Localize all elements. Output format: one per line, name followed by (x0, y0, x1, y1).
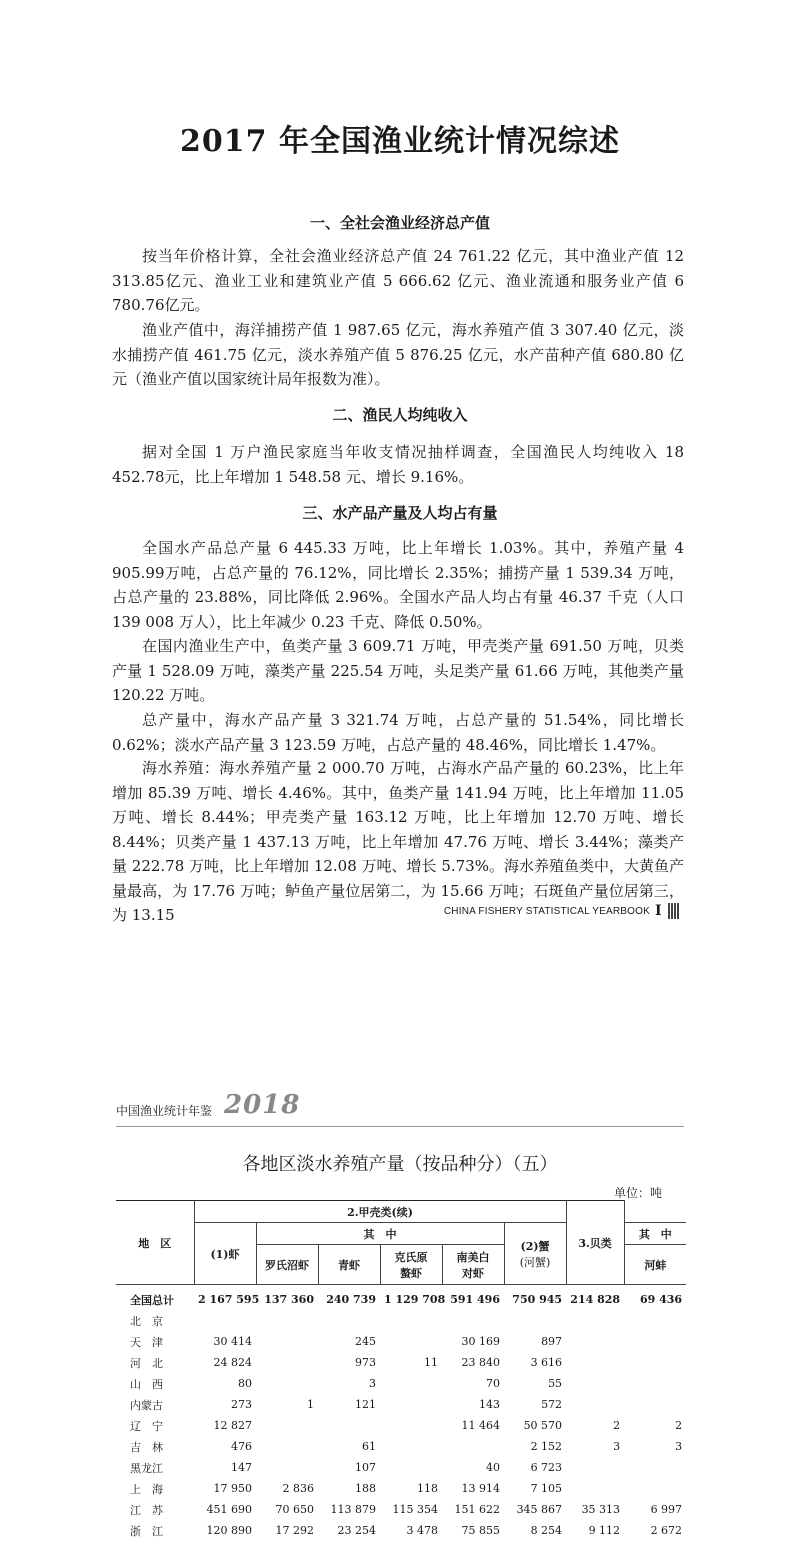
table-unit: 单位：吨 (614, 1186, 663, 1200)
cell-rosenberg (256, 1436, 318, 1457)
section-heading-2: 二、渔民人均纯收入 (332, 406, 468, 424)
cell-shrimp: 80 (238, 1377, 252, 1390)
table-row (116, 1457, 686, 1478)
cell-mussel: 69 436 (624, 1285, 686, 1311)
cell-whiteleg: 30 169 (461, 1335, 500, 1348)
cell-shellfish (566, 1310, 624, 1331)
cell-shrimp: 476 (231, 1440, 252, 1453)
cell-region: 河 北 (130, 1356, 163, 1370)
header-green-shrimp: 青虾 (318, 1245, 380, 1285)
cell-shrimp: 17 950 (213, 1482, 252, 1495)
cell-whiteleg: 40 (486, 1461, 500, 1474)
table-row-total (116, 1285, 686, 1311)
cell-shellfish: 35 313 (581, 1503, 621, 1516)
cell-shellfish: 3 (613, 1440, 621, 1453)
cell-rosenberg: 70 650 (275, 1503, 314, 1516)
cell-green: 107 (355, 1461, 376, 1474)
cell-green (318, 1310, 380, 1331)
header-of-which-2: 其 中 (624, 1223, 686, 1245)
paragraph-s2-p1: 据对全国 1 万户渔民家庭当年收支情况抽样调查，全国渔民人均纯收入 18 452.78元，比上年增加 1 548.58 元、增长 9.16%。 (112, 443, 684, 486)
header-crab-line2: (河蟹) (519, 1255, 551, 1269)
cell-rosenberg: 1 (307, 1398, 314, 1411)
paragraph-s3-p4: 海水养殖：海水养殖产量 2 000.70 万吨，占海水产品产量的 60.23%，比上年增加 85.39 万吨、增长 4.46%。其中，鱼类产量 141.94 万吨，比上年增加 11.05 万吨、增长 8.44%；甲壳类产量 163.12 万吨，比上年增加 12.70 万吨、增长8.44%；贝类产量 1 437.13 万吨，比上年增加 47.76 万吨、增长 3.44%；藻类产量 222.78 万吨，比上年增加 12.08 万吨、增长 5.73%。海水养殖鱼类中，大黄鱼产量最高，为 17.76 万吨；鲈鱼产量位居第二，为 15.66 万吨；石斑鱼产量位居第三，为 13.15 (112, 759, 684, 924)
cell-crab: 50 570 (523, 1419, 563, 1432)
table-title: 各地区淡水养殖产量（按品种分）（五） (242, 1154, 558, 1175)
header-whiteleg (442, 1245, 504, 1285)
document-title: 2017 年全国渔业统计情况综述 (180, 124, 620, 159)
cell-crayfish (380, 1415, 442, 1436)
cell-crab: 3 616 (530, 1356, 563, 1369)
paragraph-s1-p1: 按当年价格计算，全社会渔业经济总产值 24 761.22 亿元，其中渔业产值 12 313.85亿元、渔业工业和建筑业产值 5 666.62 亿元、渔业流通和服务业产值 6 780.76亿元。 (112, 247, 684, 314)
cell-shellfish: 9 112 (588, 1524, 621, 1537)
cell-rosenberg (256, 1310, 318, 1331)
header-crab (504, 1223, 566, 1285)
footer-bar-ornament (668, 903, 680, 919)
running-footer: CHINA FISHERY STATISTICAL YEARBOOK (443, 906, 650, 917)
cell-green: 121 (355, 1398, 376, 1411)
cell-region: 辽 宁 (130, 1419, 163, 1433)
section-heading-1: 一、全社会渔业经济总产值 (309, 214, 490, 232)
cell-region: 吉 林 (130, 1440, 163, 1454)
header-whiteleg-line2: 对虾 (462, 1266, 484, 1280)
table-row (116, 1499, 686, 1520)
production-table (116, 1200, 686, 1541)
cell-crayfish: 1 129 708 (380, 1285, 442, 1311)
header-book-title: 中国渔业统计年鉴 (116, 1104, 213, 1118)
cell-shellfish (566, 1394, 624, 1415)
cell-mussel (624, 1352, 686, 1373)
page-two (0, 1080, 800, 1546)
cell-crab: 55 (548, 1377, 563, 1390)
cell-shrimp: 451 690 (206, 1503, 252, 1516)
cell-crab: 8 254 (530, 1524, 563, 1537)
page-number: I (655, 903, 662, 919)
cell-green: 61 (362, 1440, 376, 1453)
header-whiteleg-line1: 南美白 (456, 1250, 490, 1264)
cell-region: 浙 江 (130, 1524, 163, 1538)
cell-region: 全国总计 (116, 1285, 194, 1311)
cell-shellfish (566, 1457, 624, 1478)
cell-shellfish: 2 (613, 1419, 621, 1432)
table-row (116, 1331, 686, 1352)
cell-rosenberg (256, 1331, 318, 1352)
cell-whiteleg: 11 464 (461, 1419, 500, 1432)
cell-shrimp: 147 (231, 1461, 252, 1474)
cell-shellfish (566, 1352, 624, 1373)
cell-region: 内蒙古 (130, 1398, 163, 1412)
cell-region: 上 海 (130, 1482, 163, 1496)
cell-crab: 750 945 (504, 1285, 566, 1311)
cell-whiteleg: 75 855 (461, 1524, 500, 1537)
section-heading-3: 三、水产品产量及人均占有量 (302, 504, 498, 522)
cell-mussel: 6 997 (650, 1503, 683, 1516)
cell-mussel: 2 (675, 1419, 683, 1432)
cell-shrimp: 12 827 (213, 1419, 252, 1432)
cell-green: 245 (355, 1335, 376, 1348)
paragraph-s3-p2: 在国内渔业生产中，鱼类产量 3 609.71 万吨，甲壳类产量 691.50 万吨，贝类产量 1 528.09 万吨，藻类产量 225.54 万吨，头足类产量 61.66 万吨，其他类产量 120.22 万吨。 (112, 637, 684, 704)
table-row (116, 1415, 686, 1436)
header-crab-line1: (2)蟹 (520, 1239, 550, 1253)
cell-crab: 2 152 (530, 1440, 563, 1453)
paragraph-s1-p2: 渔业产值中，海洋捕捞产值 1 987.65 亿元，海水养殖产值 3 307.40 亿元，淡水捕捞产值 461.75 亿元，淡水养殖产值 5 876.25 亿元，水产苗种产值 680.80 亿元（渔业产值以国家统计局年报数为准）。 (112, 321, 684, 388)
cell-crab: 345 867 (516, 1503, 563, 1516)
header-mussel: 河蚌 (624, 1245, 686, 1285)
cell-mussel (624, 1310, 686, 1331)
cell-green: 973 (355, 1356, 376, 1369)
cell-crab (504, 1310, 566, 1331)
cell-crab: 7 105 (530, 1482, 563, 1495)
cell-shrimp: 2 167 595 (194, 1285, 256, 1311)
cell-whiteleg: 70 (486, 1377, 500, 1390)
cell-rosenberg (256, 1457, 318, 1478)
cell-whiteleg: 591 496 (442, 1285, 504, 1311)
header-crayfish-line2: 螯虾 (400, 1266, 422, 1280)
cell-green (318, 1415, 380, 1436)
cell-shellfish (566, 1373, 624, 1394)
cell-mussel: 2 672 (650, 1524, 683, 1537)
cell-whiteleg: 23 840 (461, 1356, 500, 1369)
table-row (116, 1352, 686, 1373)
cell-crab: 572 (541, 1398, 563, 1411)
table-row (116, 1520, 686, 1541)
header-of-which: 其 中 (256, 1223, 504, 1245)
cell-shrimp: 273 (231, 1398, 252, 1411)
paragraph-s3-p1: 全国水产品总产量 6 445.33 万吨，比上年增长 1.03%。其中，养殖产量 4 905.99万吨，占总产量的 76.12%，同比增长 2.35%；捕捞产量 1 539.34 万吨，占总产量的 23.88%，同比降低 2.96%。全国水产品人均占有量 46.37 千克（人口 139 008 万人），比上年减少 0.23 千克、降低 0.50%。 (112, 539, 684, 631)
cell-crayfish (380, 1310, 442, 1331)
cell-green: 188 (355, 1482, 376, 1495)
cell-shellfish (566, 1478, 624, 1499)
cell-crayfish (380, 1394, 442, 1415)
header-crayfish (380, 1245, 442, 1285)
cell-region: 山 西 (130, 1377, 163, 1391)
header-crayfish-line1: 克氏原 (394, 1250, 428, 1264)
cell-rosenberg: 17 292 (275, 1524, 314, 1537)
table-row (116, 1478, 686, 1499)
cell-mussel: 3 (675, 1440, 683, 1453)
cell-green: 240 739 (318, 1285, 380, 1311)
cell-region: 黑龙江 (130, 1461, 163, 1475)
cell-mussel (624, 1373, 686, 1394)
header-shellfish: 3.贝类 (566, 1201, 624, 1285)
cell-crayfish: 11 (424, 1356, 438, 1369)
header-rule (116, 1126, 684, 1127)
cell-rosenberg (256, 1415, 318, 1436)
cell-whiteleg (442, 1436, 504, 1457)
cell-crayfish: 115 354 (392, 1503, 438, 1516)
cell-crab: 6 723 (530, 1461, 563, 1474)
cell-crayfish (380, 1436, 442, 1457)
cell-region: 天 津 (130, 1335, 163, 1349)
cell-rosenberg (256, 1373, 318, 1394)
cell-shrimp: 120 890 (206, 1524, 252, 1537)
cell-mussel (624, 1331, 686, 1352)
cell-crayfish (380, 1373, 442, 1394)
cell-mussel (624, 1478, 686, 1499)
cell-crayfish: 3 478 (406, 1524, 438, 1537)
cell-whiteleg (442, 1310, 504, 1331)
cell-crab: 897 (541, 1335, 563, 1348)
cell-crayfish (380, 1331, 442, 1352)
cell-whiteleg: 143 (479, 1398, 500, 1411)
cell-whiteleg: 151 622 (454, 1503, 500, 1516)
cell-shrimp: 24 824 (213, 1356, 252, 1369)
table-body (116, 1285, 686, 1542)
cell-rosenberg: 2 836 (282, 1482, 314, 1495)
cell-region: 江 苏 (130, 1503, 163, 1517)
cell-rosenberg (256, 1352, 318, 1373)
header-region: 地 区 (116, 1201, 194, 1285)
cell-shrimp: 30 414 (213, 1335, 252, 1348)
cell-crayfish (380, 1457, 442, 1478)
table-row (116, 1373, 686, 1394)
cell-shellfish (566, 1331, 624, 1352)
header-spacer (624, 1201, 686, 1223)
cell-green: 23 254 (337, 1524, 376, 1537)
cell-mussel (624, 1457, 686, 1478)
cell-green: 3 (369, 1377, 376, 1390)
header-rosenberg: 罗氏沼虾 (256, 1245, 318, 1285)
header-group: 2.甲壳类(续) (194, 1201, 566, 1223)
paragraph-s3-p3: 总产量中，海水产品产量 3 321.74 万吨，占总产量的 51.54%，同比增长 0.62%；淡水产品产量 3 123.59 万吨，占总产量的 48.46%，同比增长 1.47%。 (112, 711, 684, 754)
header-year: 2018 (224, 1090, 301, 1120)
cell-crayfish: 118 (417, 1482, 438, 1495)
cell-shrimp (194, 1310, 256, 1331)
cell-shellfish: 214 828 (566, 1285, 624, 1311)
cell-whiteleg: 13 914 (461, 1482, 500, 1495)
table-row (116, 1394, 686, 1415)
header-shrimp: (1)虾 (194, 1223, 256, 1285)
table-row (116, 1310, 686, 1331)
table-row (116, 1436, 686, 1457)
cell-region: 北 京 (130, 1314, 163, 1328)
cell-mussel (624, 1394, 686, 1415)
cell-green: 113 879 (330, 1503, 376, 1516)
cell-rosenberg: 137 360 (256, 1285, 318, 1311)
